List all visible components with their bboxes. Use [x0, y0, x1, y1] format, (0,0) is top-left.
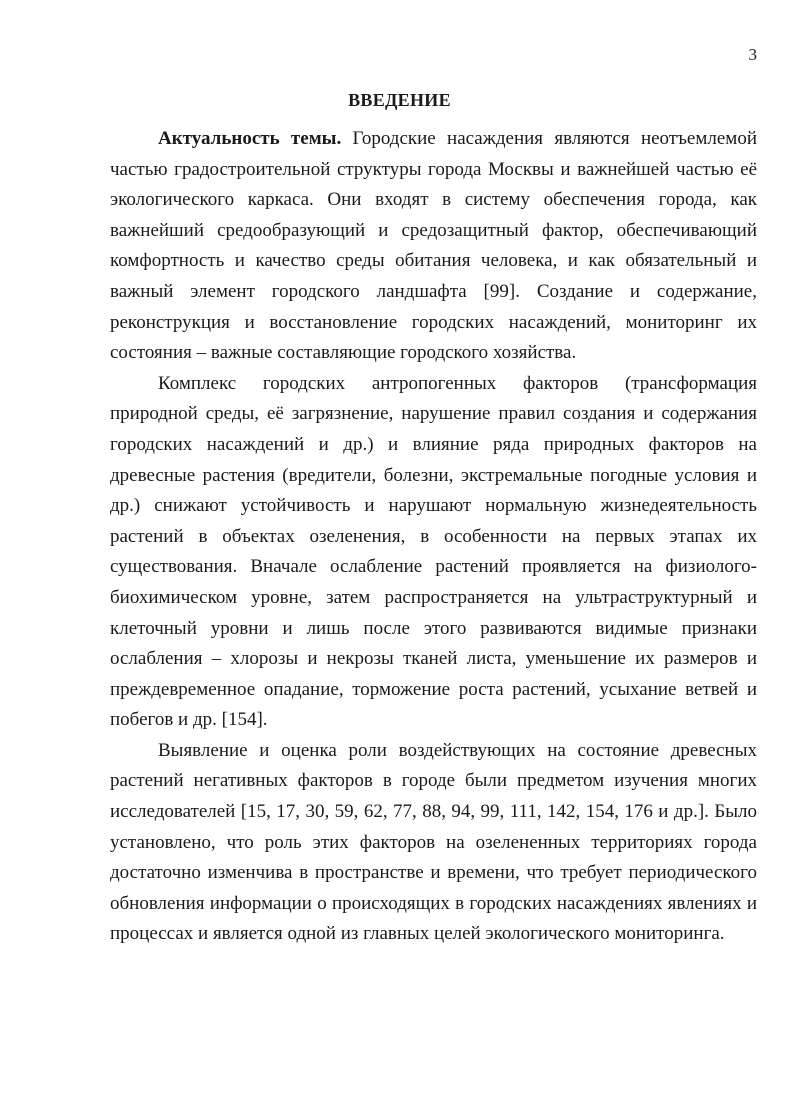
body-text: [110, 124, 757, 950]
paragraph-research: [110, 736, 757, 950]
paragraph-text-research: Выявление и оценка роли воздействующих на состояние древесных растений негативных факторов в городе были предметом изучения многих исследователей [15, 17, 30, 59, 62, 77, 88, 94, 99, 111, 142, 154, 176 и др.]. Было установлено, что роль этих факторов на озелененных территориях города достаточно изменчива в пространстве и времени, что требует периодического обновления информации о происходящих в городских насаждениях явлениях и процессах и является одной из главных целей экологического мониторинга.: [110, 739, 757, 945]
section-heading: ВВЕДЕНИЕ: [348, 90, 451, 110]
paragraph-factors: [110, 369, 757, 736]
page-number: 3: [748, 45, 757, 64]
paragraph-relevance: [110, 124, 757, 369]
paragraph-text-relevance: Городские насаждения являются неотъемлемой частью градостроительной структуры города Москвы и важнейшей частью её экологического каркаса. Они входят в систему обеспечения города, как важнейший средообразующий и средозащитный фактор, обеспечивающий комфортность и качество среды обитания человека, и как обязательный и важный элемент городского ландшафта [99]. Создание и содержание, реконструкция и восстановление городских насаждений, мониторинг их состояния – важные составляющие городского хозяйства.: [110, 128, 757, 364]
paragraph-text-factors: Комплекс городских антропогенных факторов (трансформация природной среды, её загрязнение, нарушение правил создания и содержания городских насаждений и др.) и влияние ряда природных факторов на древесные растения (вредители, болезни, экстремальные погодные условия и др.) снижают устойчивость и нарушают нормальную жизнедеятельность растений в объектах озеленения, в особенности на первых этапах их существования. Вначале ослабление растений проявляется на физиолого-биохимическом уровне, затем распространяется на ультраструктурный и клеточный уровни и лишь после этого развиваются видимые признаки ослабления – хлорозы и некрозы тканей листа, уменьшение их размеров и преждевременное опадание, торможение роста растений, усыхание ветвей и побегов и др. [154].: [110, 372, 757, 731]
paragraph-lead-relevance: Актуальность темы.: [158, 128, 342, 149]
